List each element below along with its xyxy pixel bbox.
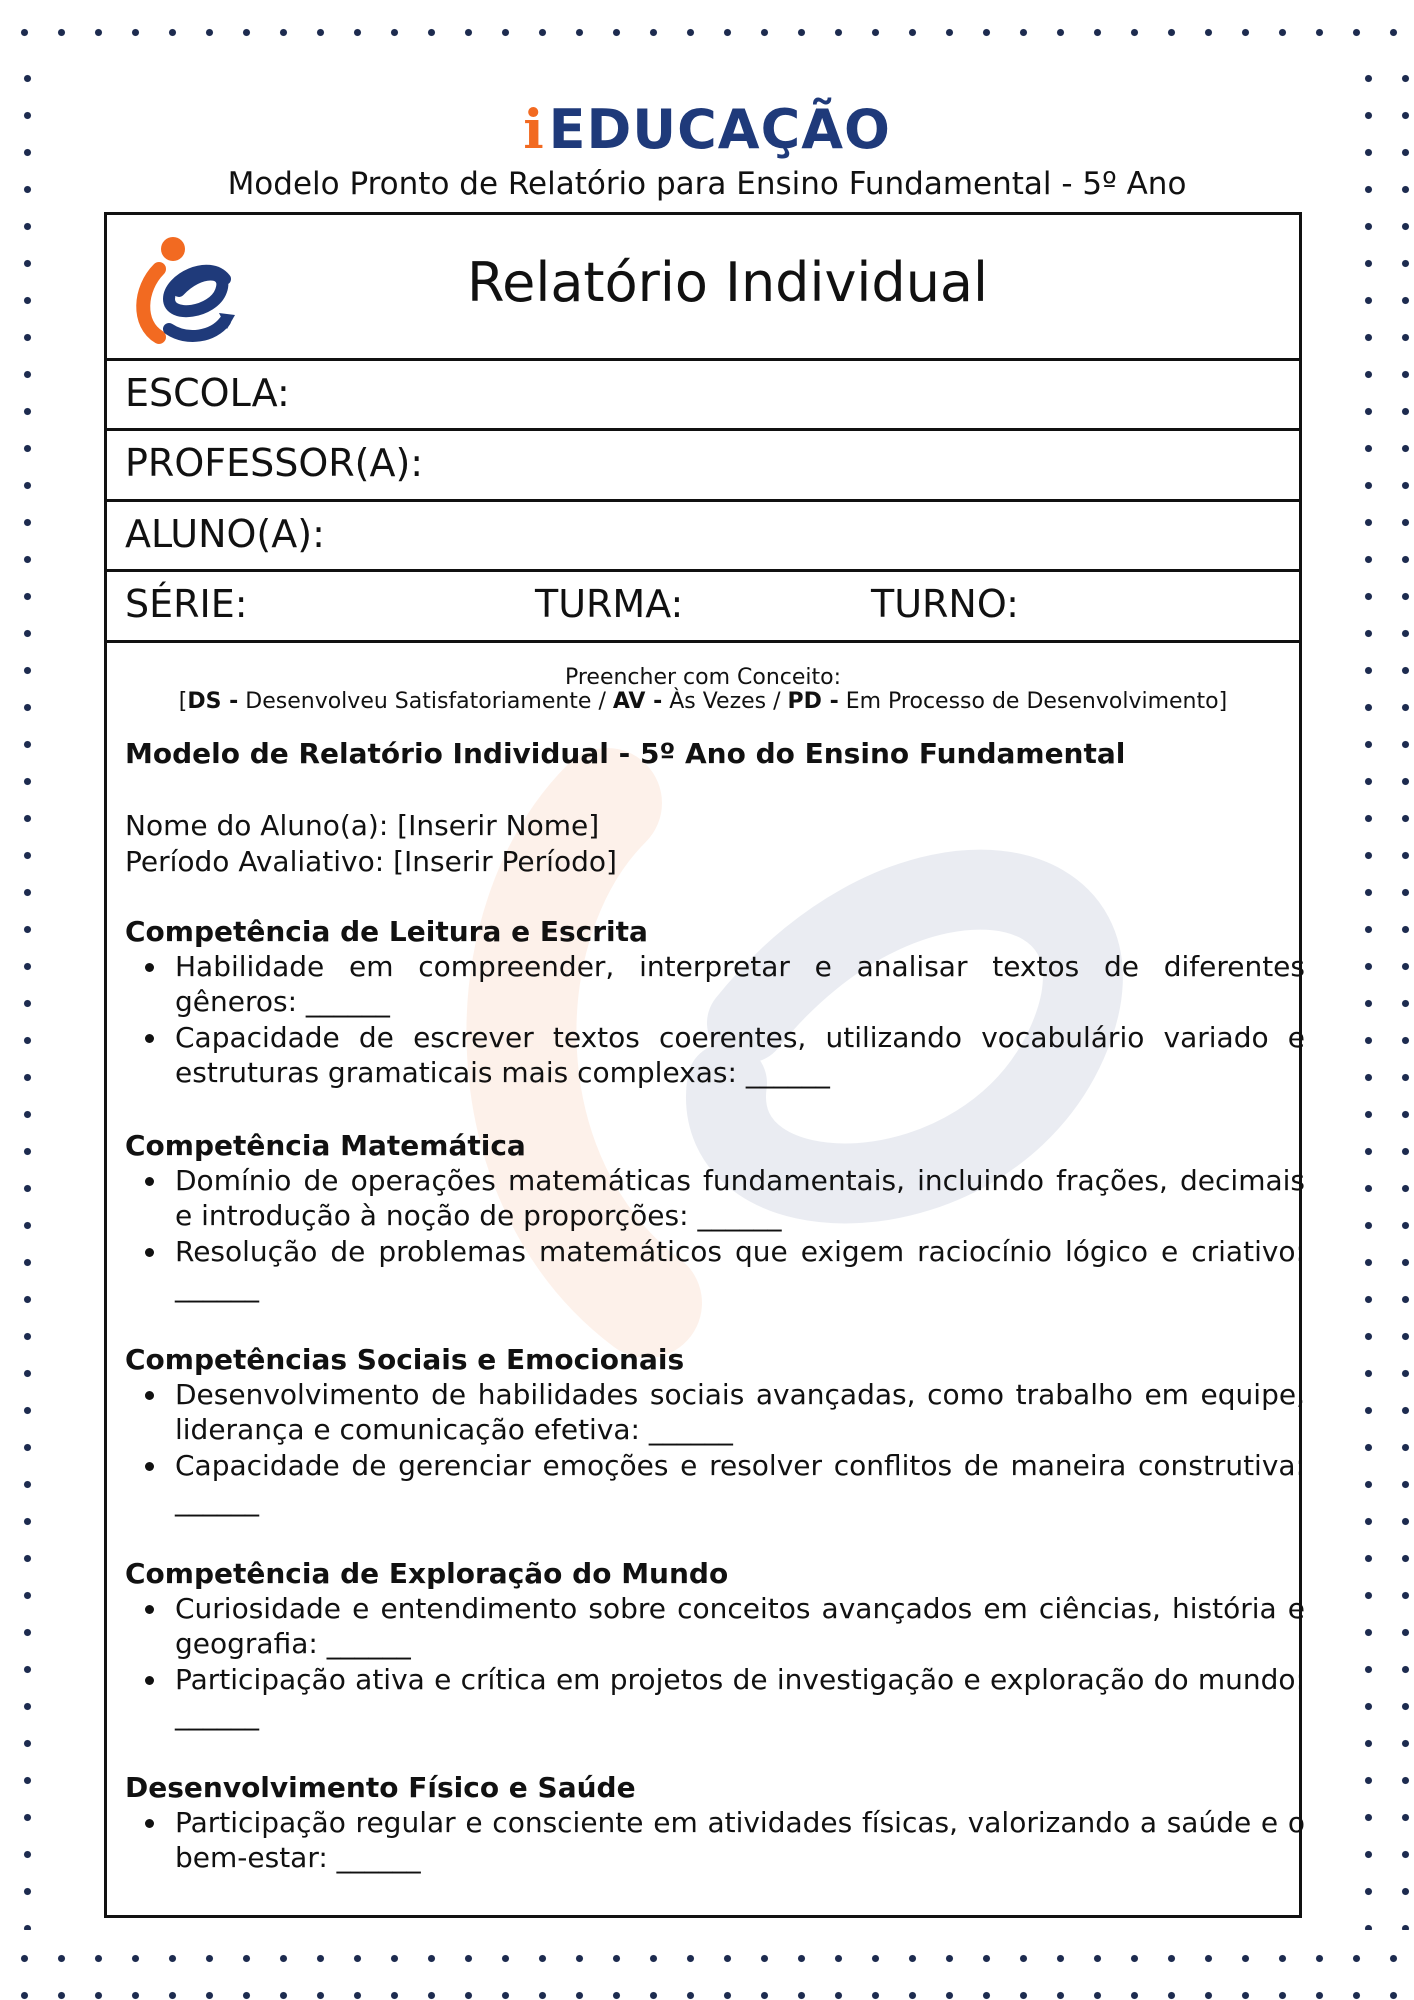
list-item: Curiosidade e entendimento sobre conceitos avançados em ciências, história e geografia: ______ [175,1592,1305,1660]
e-logo-icon [129,229,239,349]
section-title: Competência de Leitura e Escrita [125,915,648,948]
section-title: Competências Sociais e Emocionais [125,1343,685,1376]
student-name-line: Nome do Aluno(a): [Inserir Nome] [125,809,600,842]
escola-label: ESCOLA: [125,371,290,415]
serie-row [107,572,1299,643]
brand-logo [0,98,1414,164]
serie-label: SÉRIE: [125,582,248,626]
escola-row [107,361,1299,431]
list-item: Capacidade de gerenciar emoções e resolver conflitos de maneira construtiva: ______ [175,1449,1305,1517]
section-title: Competência de Exploração do Mundo [125,1557,729,1590]
list-item: Participação regular e consciente em atividades físicas, valorizando a saúde e o bem-estar: ______ [175,1806,1305,1874]
report-heading: Modelo de Relatório Individual - 5º Ano do Ensino Fundamental [125,737,1126,770]
report-content [107,643,1305,1915]
report-form [104,212,1305,1918]
list-item: Domínio de operações matemáticas fundamentais, incluindo frações, decimais e introdução à noção de proporções: ______ [175,1164,1305,1232]
list-item: Resolução de problemas matemáticos que exigem raciocínio lógico e criativo: ______ [175,1235,1305,1303]
section-list [125,1805,1305,1876]
pd-code: PD - [787,689,839,714]
section-title: Desenvolvimento Físico e Saúde [125,1771,636,1804]
page-subtitle: Modelo Pronto de Relatório para Ensino Fundamental - 5º Ano [227,166,1187,202]
dot-border-bottom [0,1930,1414,2000]
list-item: Participação ativa e crítica em projetos de investigação e exploração do mundo: ______ [175,1663,1305,1731]
section-list [125,1591,1305,1733]
turno-label: TURNO: [871,582,1019,626]
section-title: Competência Matemática [125,1129,526,1162]
aluno-label: ALUNO(A): [125,512,325,556]
aluno-row [107,502,1299,572]
brand-name: EDUCAÇÃO [548,98,891,161]
period-line: Período Avaliativo: [Inserir Período] [125,845,617,878]
section-list [125,1163,1305,1305]
professor-label: PROFESSOR(A): [125,441,424,485]
brand-i-icon: ℹ [523,98,545,161]
concept-instruction: Preencher com Conceito: [564,665,842,690]
ds-code: DS - [187,689,239,714]
dot-border-right [1345,60,1414,1930]
section-list [125,949,1305,1091]
list-item: Capacidade de escrever textos coerentes, utilizando vocabulário variado e estruturas gramaticais mais complexas: ______ [175,1021,1305,1089]
av-code: AV - [612,689,663,714]
turma-label: TURMA: [535,582,684,626]
dot-border-top [0,0,1414,60]
section-list [125,1377,1305,1519]
concept-legend: [DS - Desenvolveu Satisfatoriamente / AV - Às Vezes / PD - Em Processo de Desenvolvimento] [178,689,1228,714]
page-title: Relatório Individual [467,251,989,314]
form-header [107,215,1299,361]
list-item: Desenvolvimento de habilidades sociais avançadas, como trabalho em equipe, liderança e comunicação efetiva: ______ [175,1378,1305,1446]
professor-row [107,431,1299,502]
dot-border-left [0,60,60,1930]
list-item: Habilidade em compreender, interpretar e analisar textos de diferentes gêneros: ______ [175,950,1305,1018]
